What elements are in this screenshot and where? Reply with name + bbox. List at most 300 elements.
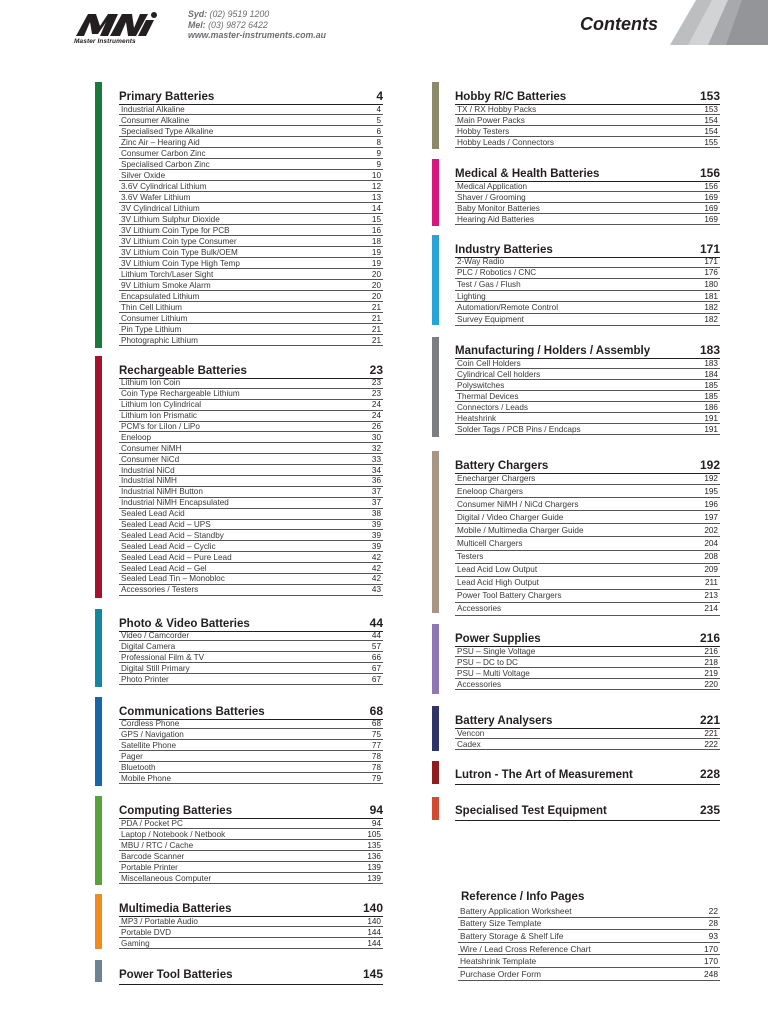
item-label: Test / Gas / Flush [457, 279, 521, 289]
list-item[interactable] [119, 476, 383, 487]
list-item[interactable] [119, 181, 383, 192]
reference-item[interactable] [458, 943, 720, 956]
item-label: Digital Camera [121, 641, 176, 651]
list-item[interactable] [455, 380, 720, 391]
item-label: 3V Lithium Coin Type Bulk/OEM [121, 247, 238, 257]
item-page-number: 32 [371, 443, 381, 453]
reference-item[interactable] [458, 930, 720, 943]
item-label: Sealed Lead Acid [121, 509, 185, 519]
item-page-number: 33 [371, 454, 381, 464]
item-page-number: 14 [371, 203, 381, 213]
item-label: Baby Monitor Batteries [457, 203, 540, 213]
list-item[interactable] [455, 524, 720, 537]
list-item[interactable] [119, 520, 383, 531]
section-page-number: 94 [369, 803, 383, 817]
item-label: Industrial NiCd [121, 465, 175, 475]
item-label: Accessories [457, 679, 502, 689]
list-item[interactable] [119, 335, 383, 346]
medical-health-batteries-heading[interactable] [455, 166, 720, 182]
item-page-number: 57 [371, 641, 381, 651]
list-item[interactable] [119, 324, 383, 335]
power-supplies-list [455, 646, 720, 690]
section-page-number: 228 [699, 767, 720, 781]
list-item[interactable] [455, 126, 720, 137]
list-item[interactable] [119, 280, 383, 291]
item-page-number: 195 [704, 486, 718, 496]
item-page-number: 94 [371, 818, 381, 828]
item-label: Solder Tags / PCB Pins / Endcaps [457, 424, 581, 434]
list-item[interactable] [119, 302, 383, 313]
item-page-number: 68 [371, 718, 381, 728]
item-page-number: 248 [704, 968, 718, 979]
communications-batteries-color-bar [95, 697, 102, 786]
list-item[interactable] [455, 302, 720, 314]
list-item[interactable] [119, 674, 383, 685]
list-item[interactable] [455, 498, 720, 511]
list-item[interactable] [455, 413, 720, 424]
list-item[interactable] [119, 938, 383, 949]
reference-item[interactable] [458, 905, 720, 918]
item-page-number: 39 [371, 530, 381, 540]
item-label: Connectors / Leads [457, 402, 529, 412]
item-page-number: 23 [371, 378, 381, 388]
list-item[interactable] [455, 137, 720, 148]
section-title: Power Tool Batteries [119, 969, 233, 981]
item-label: Portable Printer [121, 862, 178, 872]
item-label: Miscellaneous Computer [121, 873, 212, 883]
list-item[interactable] [119, 663, 383, 674]
list-item[interactable] [455, 203, 720, 214]
mel-phone: (03) 9872 6422 [208, 19, 268, 30]
section-title: Primary Batteries [119, 91, 215, 103]
item-page-number: 140 [367, 916, 381, 926]
item-page-number: 77 [371, 740, 381, 750]
list-item[interactable] [119, 148, 383, 159]
item-page-number: 26 [371, 422, 381, 431]
list-item[interactable] [119, 214, 383, 225]
list-item[interactable] [119, 862, 383, 873]
item-page-number: 9 [376, 148, 381, 158]
item-page-number: 183 [704, 358, 718, 368]
list-item[interactable] [119, 585, 383, 596]
item-label: 3V Lithium Coin Type High Temp [121, 258, 240, 268]
item-label: Cadex [457, 739, 481, 749]
syd-phone: (02) 9519 1200 [209, 9, 270, 19]
section-title: Communications Batteries [119, 706, 265, 718]
list-item[interactable] [119, 225, 383, 236]
section-page-number: 171 [699, 242, 720, 256]
primary-batteries-heading[interactable] [119, 89, 383, 105]
item-page-number: 67 [371, 663, 381, 673]
list-item[interactable] [119, 422, 383, 433]
list-item[interactable] [119, 751, 383, 762]
list-item[interactable] [119, 454, 383, 465]
item-page-number: 24 [371, 400, 381, 410]
item-page-number: 196 [704, 499, 718, 509]
list-item[interactable] [119, 552, 383, 563]
item-page-number: 182 [704, 303, 718, 313]
hobby-r-c-batteries-heading[interactable] [455, 89, 720, 105]
item-label: Cordless Phone [121, 718, 180, 728]
list-item[interactable] [119, 203, 383, 214]
item-page-number: 185 [704, 380, 718, 390]
list-item[interactable] [119, 465, 383, 476]
list-item[interactable] [119, 104, 383, 115]
item-label: 9V Lithium Smoke Alarm [121, 280, 211, 290]
item-label: Lithium Ion Cylindrical [121, 400, 202, 410]
hobby-r-c-batteries-color-bar [432, 82, 439, 149]
item-label: Sealed Lead Acid – UPS [121, 520, 211, 530]
item-label: Barcode Scanner [121, 851, 185, 861]
battery-chargers-list [455, 472, 720, 616]
list-item[interactable] [119, 137, 383, 148]
list-item[interactable] [119, 291, 383, 302]
item-label: Sealed Lead Acid – Pure Lead [121, 552, 232, 562]
item-label: 3.6V Wafer Lithium [121, 192, 191, 202]
list-item[interactable] [455, 358, 720, 369]
item-page-number: 39 [371, 541, 381, 551]
list-item[interactable] [119, 509, 383, 520]
list-item[interactable] [119, 487, 383, 498]
list-item[interactable] [119, 851, 383, 862]
list-item[interactable] [119, 641, 383, 652]
item-label: Photographic Lithium [121, 335, 198, 345]
item-label: Lithium Ion Prismatic [121, 411, 197, 421]
item-page-number: 38 [371, 509, 381, 519]
list-item[interactable] [119, 762, 383, 773]
master-instruments-logo [74, 10, 158, 46]
item-page-number: 181 [704, 291, 718, 301]
item-label: MP3 / Portable Audio [121, 916, 198, 926]
item-page-number: 78 [371, 751, 381, 761]
item-label: 3V Lithium Sulphur Dioxide [121, 214, 220, 224]
list-item[interactable] [119, 443, 383, 454]
list-item[interactable] [119, 498, 383, 509]
item-label: Portable DVD [121, 927, 172, 937]
section-title: Battery Chargers [455, 460, 549, 472]
item-page-number: 67 [371, 674, 381, 684]
item-page-number: 144 [367, 938, 381, 948]
list-item[interactable] [119, 378, 383, 389]
item-page-number: 36 [371, 476, 381, 486]
item-label: Pin Type Lithium [121, 324, 182, 334]
item-label: Lead Acid Low Output [457, 565, 538, 575]
list-item[interactable] [119, 269, 383, 280]
item-page-number: 16 [371, 225, 381, 235]
list-item[interactable] [455, 369, 720, 380]
list-item[interactable] [119, 829, 383, 840]
item-label: Photo Printer [121, 674, 169, 684]
rechargeable-batteries-list [119, 378, 383, 596]
item-label: Consumer Alkaline [121, 115, 190, 125]
item-label: TX / RX Hobby Packs [457, 104, 537, 114]
item-page-number: 79 [371, 773, 381, 783]
item-page-number: 22 [708, 905, 718, 916]
section-page-number: 23 [369, 363, 383, 377]
reference-item[interactable] [458, 918, 720, 931]
list-item[interactable] [119, 192, 383, 203]
manufacturing-holders-assembly-heading[interactable] [455, 343, 720, 359]
reference-title: Reference / Info Pages [461, 891, 585, 903]
website-link[interactable]: www.master-instruments.com.au [188, 30, 327, 40]
section-title: Hobby R/C Batteries [455, 91, 567, 103]
item-page-number: 156 [704, 181, 718, 191]
item-page-number: 19 [371, 247, 381, 257]
item-label: Laptop / Notebook / Netbook [121, 829, 226, 839]
item-label: 3V Cylindrical Lithium [121, 203, 200, 213]
power-tool-batteries-color-bar [95, 960, 102, 982]
list-item[interactable] [119, 411, 383, 422]
item-page-number: 4 [376, 104, 381, 114]
list-item[interactable] [455, 728, 720, 739]
list-item[interactable] [455, 104, 720, 115]
section-title: Multimedia Batteries [119, 903, 232, 915]
list-item[interactable] [119, 818, 383, 829]
item-label: PSU – DC to DC [457, 657, 518, 667]
item-page-number: 44 [371, 630, 381, 640]
list-item[interactable] [455, 679, 720, 690]
item-label: Mobile / Multimedia Charger Guide [457, 525, 584, 535]
item-label: Lithium Ion Coin [121, 378, 181, 388]
item-page-number: 186 [704, 402, 718, 412]
item-label: Consumer Carbon Zinc [121, 148, 206, 158]
list-item[interactable] [119, 652, 383, 663]
list-item[interactable] [455, 646, 720, 657]
item-label: Specialised Carbon Zinc [121, 159, 210, 169]
item-label: Industrial Alkaline [121, 104, 185, 114]
item-label: Encapsulated Lithium [121, 291, 200, 301]
item-page-number: 204 [704, 539, 718, 549]
item-page-number: 20 [371, 269, 381, 279]
item-page-number: 208 [704, 552, 718, 562]
power-supplies-heading[interactable] [455, 631, 720, 647]
item-label: Heatshrink Template [460, 956, 537, 967]
industry-batteries-color-bar [432, 235, 439, 325]
list-item[interactable] [455, 391, 720, 402]
section-page-number: 216 [699, 631, 720, 645]
primary-batteries-list [119, 104, 383, 346]
item-label: Heatshrink [457, 413, 497, 423]
item-page-number: 176 [704, 268, 718, 278]
item-page-number: 216 [704, 646, 718, 656]
item-page-number: 66 [371, 652, 381, 662]
item-page-number: 154 [704, 115, 718, 125]
section-title: Power Supplies [455, 633, 541, 645]
section-title: Rechargeable Batteries [119, 365, 247, 377]
manufacturing-holders-assembly-list [455, 358, 720, 435]
computing-batteries-color-bar [95, 796, 102, 885]
list-item[interactable] [455, 537, 720, 550]
list-item[interactable] [119, 574, 383, 585]
list-item[interactable] [455, 577, 720, 590]
section-page-number: 153 [699, 89, 720, 103]
list-item[interactable] [119, 541, 383, 552]
item-page-number: 37 [371, 487, 381, 497]
list-item[interactable] [119, 313, 383, 324]
item-label: Battery Size Template [460, 918, 542, 929]
multimedia-batteries-color-bar [95, 894, 102, 949]
list-item[interactable] [455, 291, 720, 303]
list-item[interactable] [119, 630, 383, 641]
item-page-number: 218 [704, 657, 718, 667]
item-label: 3V Lithium Coin Type for PCB [121, 225, 230, 235]
list-item[interactable] [455, 181, 720, 192]
item-label: PSU – Multi Voltage [457, 668, 530, 678]
section-page-number: 235 [699, 803, 720, 817]
rechargeable-batteries-heading[interactable] [119, 363, 383, 379]
item-label: Video / Camcorder [121, 630, 190, 640]
item-page-number: 20 [371, 280, 381, 290]
item-label: Consumer NiMH [121, 443, 182, 453]
list-item[interactable] [119, 432, 383, 443]
list-item[interactable] [119, 400, 383, 411]
item-page-number: 43 [371, 585, 381, 595]
manufacturing-holders-assembly-color-bar [432, 337, 439, 437]
item-label: Shaver / Grooming [457, 192, 526, 202]
item-label: PDA / Pocket PC [121, 818, 183, 828]
item-page-number: 170 [704, 943, 718, 954]
list-item[interactable] [455, 256, 720, 268]
item-page-number: 155 [704, 137, 718, 147]
list-item[interactable] [119, 927, 383, 938]
power-tool-batteries-heading[interactable] [119, 967, 383, 985]
item-page-number: 34 [371, 465, 381, 475]
specialised-test-equipment-heading[interactable] [455, 803, 720, 821]
list-item[interactable] [119, 916, 383, 927]
power-supplies-color-bar [432, 624, 439, 694]
item-page-number: 5 [376, 115, 381, 125]
list-item[interactable] [119, 247, 383, 258]
item-label: Sealed Lead Tin – Monobloc [121, 574, 225, 584]
list-item[interactable] [119, 729, 383, 740]
list-item[interactable] [119, 773, 383, 784]
item-page-number: 24 [371, 411, 381, 421]
list-item[interactable] [455, 268, 720, 280]
item-page-number: 42 [371, 552, 381, 562]
item-label: PCM's for LiIon / LiPo [121, 422, 200, 431]
list-item[interactable] [455, 314, 720, 326]
item-page-number: 169 [704, 214, 718, 224]
list-item[interactable] [119, 873, 383, 884]
section-page-number: 140 [362, 901, 383, 915]
list-item[interactable] [455, 214, 720, 225]
medical-health-batteries-list [455, 181, 720, 225]
item-label: Hobby Testers [457, 126, 510, 136]
list-item[interactable] [455, 485, 720, 498]
list-item[interactable] [455, 551, 720, 564]
item-label: Digital / Video Charger Guide [457, 512, 564, 522]
item-label: Main Power Packs [457, 115, 525, 125]
section-title: Photo & Video Batteries [119, 618, 250, 630]
item-label: Zinc Air – Hearing Aid [121, 137, 200, 147]
item-page-number: 75 [371, 729, 381, 739]
item-label: Lithium Torch/Laser Sight [121, 269, 214, 279]
list-item[interactable] [119, 258, 383, 269]
list-item[interactable] [455, 424, 720, 435]
item-label: Automation/Remote Control [457, 303, 559, 313]
list-item[interactable] [455, 192, 720, 203]
list-item[interactable] [455, 657, 720, 668]
item-label: Eneloop [121, 432, 152, 442]
list-item[interactable] [119, 563, 383, 574]
item-label: Accessories [457, 604, 502, 614]
item-label: Industrial NiMH [121, 476, 177, 486]
item-label: Industrial NiMH Button [121, 487, 203, 497]
list-item[interactable] [119, 126, 383, 137]
list-item[interactable] [455, 402, 720, 413]
list-item[interactable] [455, 590, 720, 603]
multimedia-batteries-list [119, 916, 383, 949]
list-item[interactable] [455, 115, 720, 126]
item-label: Testers [457, 552, 484, 562]
item-page-number: 13 [371, 192, 381, 202]
item-label: Professional Film & TV [121, 652, 205, 662]
list-item[interactable] [455, 668, 720, 679]
item-label: Consumer NiMH / NiCd Chargers [457, 499, 579, 509]
industry-batteries-list [455, 256, 720, 326]
list-item[interactable] [119, 530, 383, 541]
item-label: Purchase Order Form [460, 968, 541, 979]
battery-analysers-list [455, 728, 720, 750]
list-item[interactable] [119, 718, 383, 729]
multimedia-batteries-heading[interactable] [119, 901, 383, 917]
item-page-number: 202 [704, 525, 718, 535]
list-item[interactable] [455, 511, 720, 524]
list-item[interactable] [455, 564, 720, 577]
item-label: Battery Storage & Shelf Life [460, 930, 564, 941]
list-item[interactable] [119, 170, 383, 181]
list-item[interactable] [455, 603, 720, 616]
item-page-number: 10 [371, 170, 381, 180]
item-page-number: 180 [704, 279, 718, 289]
item-page-number: 8 [376, 137, 381, 147]
item-label: 3V Lithium Coin type Consumer [121, 236, 237, 246]
photo-video-batteries-color-bar [95, 609, 102, 687]
reference-item[interactable] [458, 955, 720, 968]
reference-item[interactable] [458, 968, 720, 981]
page-title: Contents [580, 14, 658, 34]
section-title: Manufacturing / Holders / Assembly [455, 345, 651, 357]
list-item[interactable] [119, 389, 383, 400]
list-item[interactable] [119, 159, 383, 170]
reference-list [458, 905, 720, 981]
item-label: Medical Application [457, 181, 528, 191]
list-item[interactable] [455, 279, 720, 291]
list-item[interactable] [119, 236, 383, 247]
item-page-number: 153 [704, 104, 718, 114]
list-item[interactable] [119, 115, 383, 126]
item-page-number: 135 [367, 840, 381, 850]
item-page-number: 136 [367, 851, 381, 861]
item-label: Accessories / Testers [121, 585, 199, 595]
section-page-number: 44 [369, 616, 383, 630]
item-label: Survey Equipment [457, 314, 524, 324]
list-item[interactable] [119, 840, 383, 851]
list-item[interactable] [119, 740, 383, 751]
computing-batteries-heading[interactable] [119, 803, 383, 819]
lutron-the-art-of-measurement-heading[interactable] [455, 767, 720, 785]
section-page-number: 145 [362, 967, 383, 981]
item-page-number: 42 [371, 574, 381, 584]
item-page-number: 171 [704, 256, 718, 266]
battery-analysers-heading[interactable] [455, 713, 720, 729]
list-item[interactable] [455, 472, 720, 485]
list-item[interactable] [455, 739, 720, 750]
mel-label: Mel: [188, 19, 206, 30]
item-page-number: 211 [704, 578, 718, 588]
item-page-number: 169 [704, 192, 718, 202]
item-label: Mobile Phone [121, 773, 172, 783]
